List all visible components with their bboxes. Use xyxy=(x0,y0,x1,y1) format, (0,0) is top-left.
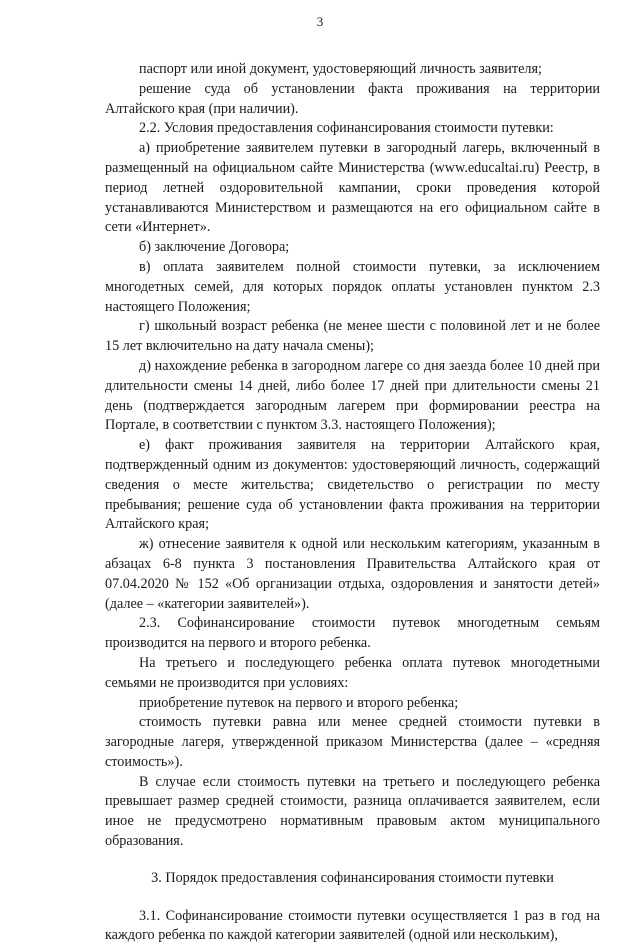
paragraph: ж) отнесение заявителя к одной или нескольким категориям, указанным в абзацах 6-8 пункта 3 постановления Правительства Алтайского края от 07.04.2020 № 152 «Об организации отдыха, оздоровления и занятости детей» (далее – «категории заявителей»). xyxy=(105,536,600,612)
paragraph: В случае если стоимость путевки на третьего и последующего ребенка превышает размер средней стоимости, разница оплачивается заявителем, если иное не предусмотрено нормативным правовым актом муниципального образования. xyxy=(105,773,600,850)
page-number: 3 xyxy=(316,14,324,29)
paragraph: а) приобретение заявителем путевки в загородный лагерь, включенный в размещенный на официальном сайте Министерства (www.educaltai.ru) Реестр, в период летней оздоровительной кампании, сроки проведения которой устанавливаются Министерством и размещаются на его официальном сайте в сети «Интернет». xyxy=(105,140,600,236)
paragraph: стоимость путевки равна или менее средней стоимости путевки в загородные лагеря, утвержденной приказом Министерства (далее – «средняя стоимость»). xyxy=(105,714,600,770)
document-body xyxy=(105,60,600,946)
paragraph: в) оплата заявителем полной стоимости путевки, за исключением многодетных семей, для которых порядок оплаты установлен пунктом 2.3 настоящего Положения; xyxy=(105,258,600,315)
paragraph: На третьего и последующего ребенка оплата путевок многодетными семьями не производится при условиях: xyxy=(105,654,600,691)
paragraph: г) школьный возраст ребенка (не менее шести с половиной лет и не более 15 лет включительно на дату начала смены); xyxy=(105,318,600,355)
paragraph: 2.3. Софинансирование стоимости путевок многодетным семьям производится на первого и второго ребенка. xyxy=(105,615,600,652)
paragraph: паспорт или иной документ, удостоверяющий личность заявителя; xyxy=(139,61,542,77)
paragraph: решение суда об установлении факта проживания на территории Алтайского края (при наличии). xyxy=(105,80,600,117)
section-heading: 3. Порядок предоставления софинансирования стоимости путевки xyxy=(151,869,554,886)
paragraph: приобретение путевок на первого и второго ребенка; xyxy=(139,694,459,711)
paragraph: 2.2. Условия предоставления софинансирования стоимости путевки: xyxy=(139,120,554,137)
paragraph: д) нахождение ребенка в загородном лагере со дня заезда более 10 дней при длительности смены 14 дней, либо более 17 дней при длительности смены 21 день (подтверждается загородным лагерем при формировании реестра на Портале, в соответствии с пунктом 3.3. настоящего Положения); xyxy=(105,357,600,434)
paragraph: 3.1. Софинансирование стоимости путевки осуществляется 1 раз в год на каждого ребенка по каждой категории заявителей (одной или нескольким), xyxy=(105,907,600,944)
paragraph: б) заключение Договора; xyxy=(139,239,290,256)
paragraph: е) факт проживания заявителя на территории Алтайского края, подтвержденный одним из документов: удостоверяющий личность, содержащий сведения о месте жительства; свидетельство о регистрации по месту пребывания; решение суда об установлении факта проживания на территории Алтайского края; xyxy=(105,437,600,533)
